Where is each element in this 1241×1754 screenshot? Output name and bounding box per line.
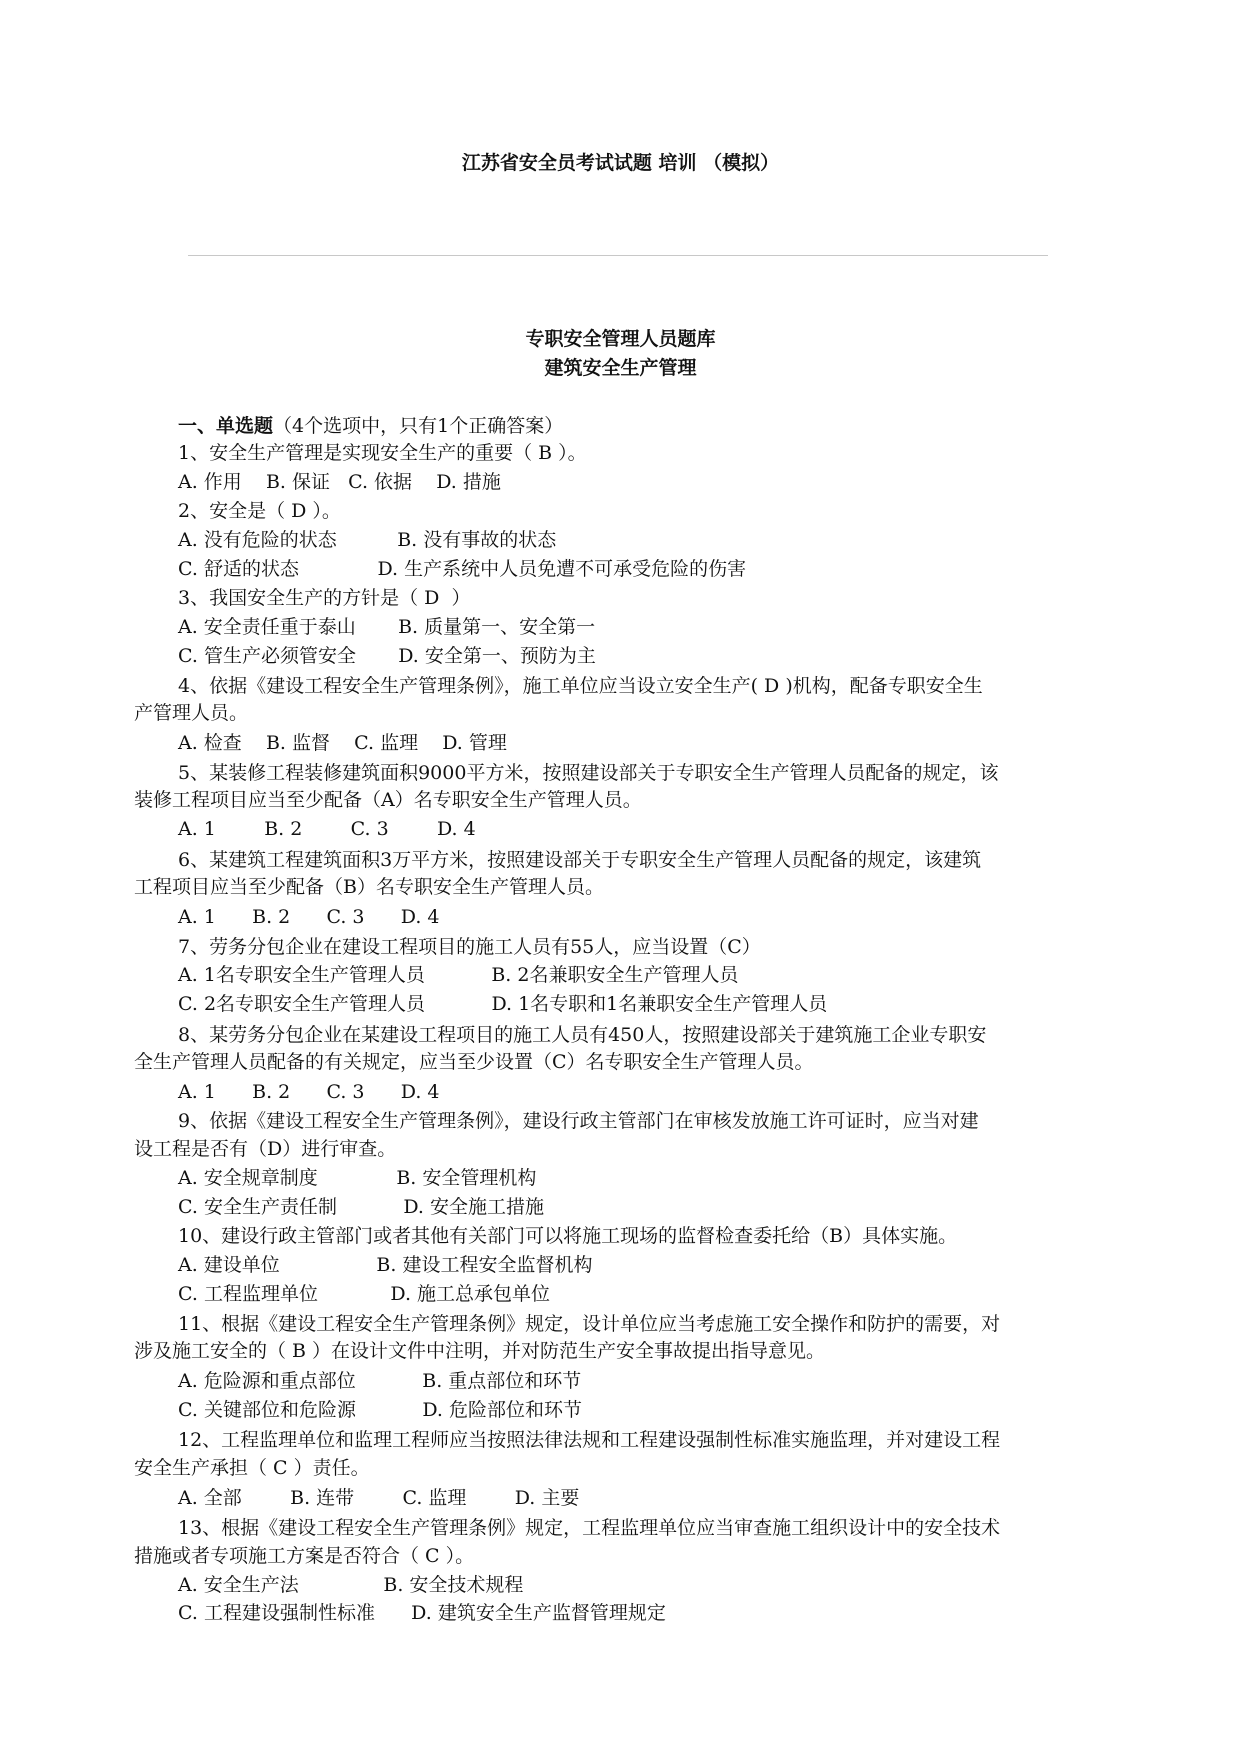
question-line: A. 检查 B. 监督 C. 监理 D. 管理	[178, 732, 507, 754]
question-line: A. 危险源和重点部位 B. 重点部位和环节	[178, 1370, 582, 1392]
question-line: C. 2名专职安全生产管理人员 D. 1名专职和1名兼职安全生产管理人员	[178, 993, 828, 1015]
question-line: 13、根据《建设工程安全生产管理条例》规定，工程监理单位应当审查施工组织设计中的安全技术	[178, 1517, 1001, 1539]
bank-title: 专职安全管理人员题库	[525, 328, 716, 350]
question-line: A. 没有危险的状态 B. 没有事故的状态	[178, 529, 557, 551]
question-line: 8、某劳务分包企业在某建设工程项目的施工人员有450人，按照建设部关于建筑施工企业专职安	[178, 1024, 987, 1046]
subject-title: 建筑安全生产管理	[544, 357, 697, 379]
question-line: 设工程是否有（D）进行审查。	[134, 1138, 397, 1160]
question-line: C. 关键部位和危险源 D. 危险部位和环节	[178, 1399, 583, 1421]
question-line: C. 管生产必须管安全 D. 安全第一、预防为主	[178, 645, 596, 667]
question-line: 2、安全是（ D ）。	[178, 500, 341, 522]
question-line: 涉及施工安全的（ B ）在设计文件中注明，并对防范生产安全事故提出指导意见。	[134, 1340, 826, 1362]
question-line: A. 安全规章制度 B. 安全管理机构	[178, 1167, 537, 1189]
question-line: A. 全部 B. 连带 C. 监理 D. 主要	[178, 1487, 580, 1509]
question-line: 5、某装修工程装修建筑面积9000平方米，按照建设部关于专职安全生产管理人员配备的规定，该	[178, 762, 999, 784]
question-line: 4、依据《建设工程安全生产管理条例》，施工单位应当设立安全生产( D )机构，配备专职安全生	[178, 675, 983, 697]
question-line: 12、工程监理单位和监理工程师应当按照法律法规和工程建设强制性标准实施监理，并对建设工程	[178, 1429, 1001, 1451]
question-line: 1、安全生产管理是实现安全生产的重要（ B ）。	[178, 442, 587, 464]
section-note: （4个选项中，只有1个正确答案）	[273, 415, 564, 437]
question-line: 产管理人员。	[134, 702, 249, 724]
question-line: C. 舒适的状态 D. 生产系统中人员免遭不可承受危险的伤害	[178, 558, 747, 580]
question-line: 7、劳务分包企业在建设工程项目的施工人员有55人，应当设置（C）	[178, 936, 761, 958]
question-line: 11、根据《建设工程安全生产管理条例》规定，设计单位应当考虑施工安全操作和防护的需要，对	[178, 1313, 1001, 1335]
question-line: A. 安全生产法 B. 安全技术规程	[178, 1574, 524, 1596]
question-line: 工程项目应当至少配备（B）名专职安全生产管理人员。	[134, 876, 604, 898]
divider-line	[188, 255, 1048, 256]
question-line: C. 安全生产责任制 D. 安全施工措施	[178, 1196, 545, 1218]
question-line: C. 工程建设强制性标准 D. 建筑安全生产监督管理规定	[178, 1602, 666, 1624]
question-line: 10、建设行政主管部门或者其他有关部门可以将施工现场的监督检查委托给（B）具体实施。	[178, 1225, 958, 1247]
question-line: 9、依据《建设工程安全生产管理条例》，建设行政主管部门在审核发放施工许可证时，应当对建	[178, 1110, 979, 1132]
question-line: A. 1名专职安全生产管理人员 B. 2名兼职安全生产管理人员	[178, 964, 739, 986]
question-line: 全生产管理人员配备的有关规定，应当至少设置（C）名专职安全生产管理人员。	[134, 1051, 814, 1073]
question-line: A. 1 B. 2 C. 3 D. 4	[178, 1081, 440, 1103]
question-line: 安全生产承担（ C ）责任。	[134, 1457, 370, 1479]
question-line: A. 安全责任重于泰山 B. 质量第一、安全第一	[178, 616, 596, 638]
question-line: A. 作用 B. 保证 C. 依据 D. 措施	[178, 471, 501, 493]
question-line: 装修工程项目应当至少配备（A）名专职安全生产管理人员。	[134, 789, 642, 811]
question-line: A. 建设单位 B. 建设工程安全监督机构	[178, 1254, 593, 1276]
question-line: A. 1 B. 2 C. 3 D. 4	[178, 818, 476, 840]
document-title: 江苏省安全员考试试题 培训 （模拟）	[461, 152, 780, 174]
question-line: A. 1 B. 2 C. 3 D. 4	[178, 906, 440, 928]
question-line: 6、某建筑工程建筑面积3万平方米，按照建设部关于专职安全生产管理人员配备的规定，该建筑	[178, 849, 982, 871]
question-line: 3、我国安全生产的方针是（ D ）	[178, 587, 471, 609]
question-line: C. 工程监理单位 D. 施工总承包单位	[178, 1283, 551, 1305]
section-label: 一、单选题	[178, 415, 274, 437]
question-line: 措施或者专项施工方案是否符合（ C ）。	[134, 1545, 475, 1567]
section-heading	[178, 414, 563, 438]
